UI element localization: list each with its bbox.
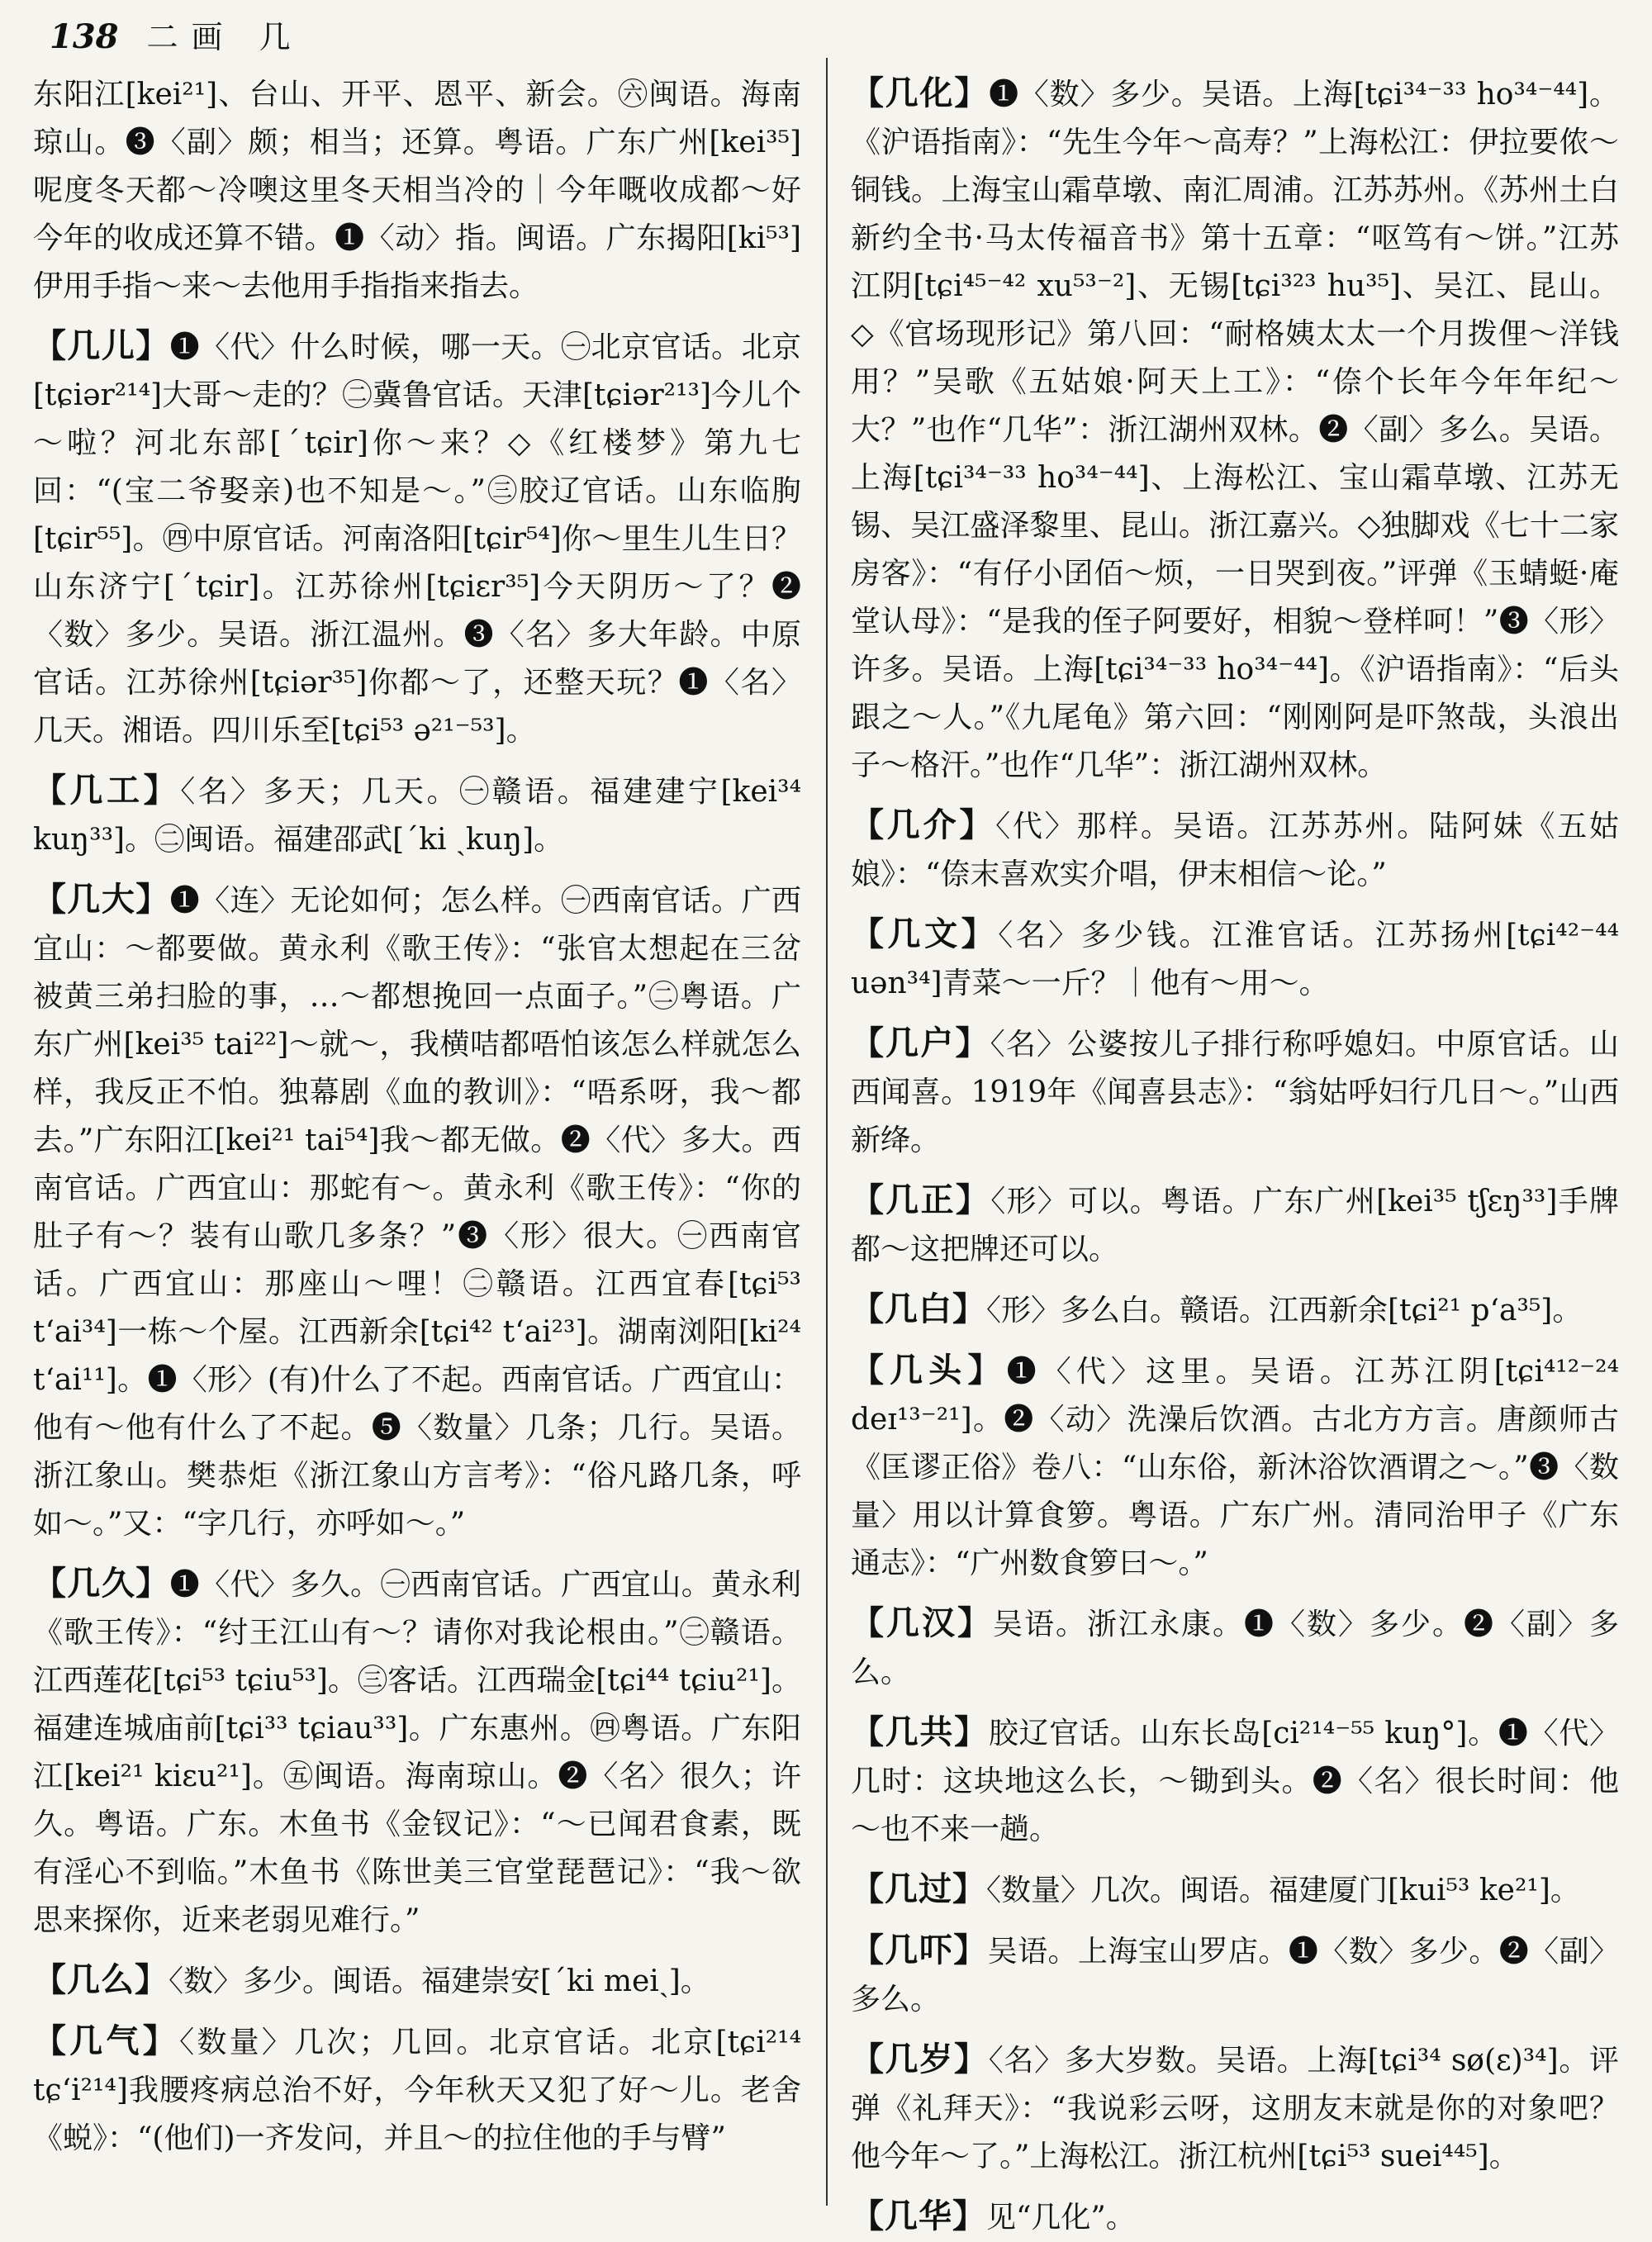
entry-headword: 【几久】 bbox=[33, 1564, 170, 1603]
entry-headword: 【几户】 bbox=[851, 1024, 990, 1062]
entry-definition: 〈名〉多少钱。江淮官话。江苏扬州[tɕi⁴²⁻⁴⁴ uən³⁴]青菜～一斤？｜他有～用～。 bbox=[851, 919, 1619, 1000]
dictionary-entry bbox=[851, 910, 1619, 1008]
dictionary-entry bbox=[33, 2017, 801, 2163]
entry-definition: 吴语。浙江永康。❶〈数〉多少。❷〈副〉多么。 bbox=[851, 1608, 1619, 1689]
dictionary-entry bbox=[851, 801, 1619, 899]
entry-headword: 【几工】 bbox=[33, 771, 181, 810]
dictionary-entry bbox=[851, 1926, 1619, 2024]
page-number: 138 bbox=[50, 17, 119, 56]
dictionary-entry bbox=[851, 1285, 1619, 1335]
dictionary-entry bbox=[33, 322, 801, 755]
left-column bbox=[33, 69, 801, 2214]
page-header bbox=[50, 12, 304, 61]
entry-definition: ❶〈代〉什么时候，哪一天。㊀北京官话。北京[tɕiər²¹⁴]大哥～走的？㊁冀鲁官话。天津[tɕiər²¹³]今儿个～啦？河北东部[ˊtɕir]你～来？◇《红楼梦》第九七回：“(宝二爷娶亲)也不知是～。”㊂胶辽官话。山东临朐[tɕir⁵⁵]。㊃中原官话。河南洛阳[tɕir⁵⁴]你～里生儿生日？山东济宁[ˊtɕir]。江苏徐州[tɕiɛr³⁵]今天阴历～了？❷〈数〉多少。吴语。浙江温州。❸〈名〉多大年龄。中原官话。江苏徐州[tɕiər³⁵]你都～了，还整天玩？❶〈名〉几天。湘语。四川乐至[tɕi⁵³ ə²¹⁻⁵³]。 bbox=[33, 330, 801, 748]
entry-definition: ❶〈数〉多少。吴语。上海[tɕi³⁴⁻³³ ho³⁴⁻⁴⁴]。《沪语指南》：“先生今年～高寿？”上海松江：伊拉要侬～铜钱。上海宝山霜草墩、南汇周浦。江苏苏州。《苏州土白新约全书·马太传福音书》第十五章：“呕笃有～饼。”江苏江阴[tɕi⁴⁵⁻⁴² xu⁵³⁻²]、无锡[tɕi³²³ hu³⁵]、吴江、昆山。◇《官场现形记》第八回：“耐格姨太太一个月拨俚～洋钱用？”吴歌《五姑娘·阿天上工》：“倷个长年今年年纪～大？”也作“几华”：浙江湖州双林。❷〈副〉多么。吴语。上海[tɕi³⁴⁻³³ ho³⁴⁻⁴⁴]、上海松江、宝山霜草墩、江苏无锡、吴江盛泽黎里、昆山。浙江嘉兴。◇独脚戏《七十二家房客》：“有仔小囝佰～烦，一日哭到夜。”评弹《玉蜻蜓·庵堂认母》：“是我的侄子阿要好，相貌～登样呵！”❸〈形〉许多。吴语。上海[tɕi³⁴⁻³³ ho³⁴⁻⁴⁴]。《沪语指南》：“后头跟之～人。”《九尾龟》第六回：“刚刚阿是吓煞哉，头浪出子～格汗。”也作“几华”：浙江湖州双林。 bbox=[851, 78, 1620, 782]
section-label: 二画 几 bbox=[146, 19, 304, 55]
entry-definition: 胶辽官话。山东长岛[ci²¹⁴⁻⁵⁵ kuŋ°]。❶〈代〉几时：这块地这么长，～锄到头。❷〈名〉很长时间：他～也不来一趟。 bbox=[851, 1717, 1620, 1846]
entry-definition: 〈形〉可以。粤语。广东广州[kei³⁵ tʃɛŋ³³]手牌都～这把牌还可以。 bbox=[851, 1185, 1619, 1266]
entry-definition: 吴语。上海宝山罗店。❶〈数〉多少。❷〈副〉多么。 bbox=[851, 1935, 1619, 2016]
entry-definition: 见“几化”。 bbox=[986, 2201, 1136, 2235]
entry-definition: 〈代〉那样。吴语。江苏苏州。陆阿妹《五姑娘》：“倷末喜欢实介唱，伊末相信～论。” bbox=[851, 810, 1619, 891]
entry-headword: 【几吓】 bbox=[851, 1931, 988, 1969]
entry-headword: 【几么】 bbox=[33, 1960, 169, 1999]
dictionary-entry bbox=[851, 1347, 1619, 1588]
dictionary-entry bbox=[33, 767, 801, 864]
entry-headword: 【几大】 bbox=[33, 880, 170, 919]
dictionary-entry bbox=[33, 876, 801, 1548]
entry-definition: 东阳江[kei²¹]、台山、开平、恩平、新会。㊅闽语。海南琼山。❸〈副〉颇；相当；还算。粤语。广东广州[kei³⁵]呢度冬天都～冷噢这里冬天相当冷的｜今年嘅收成都～好今年的收成还算不错。❶〈动〉指。闽语。广东揭阳[ki⁵³]伊用手指～来～去他用手指指来指去。 bbox=[33, 78, 801, 303]
dictionary-entry bbox=[851, 2035, 1619, 2181]
column-divider bbox=[826, 58, 828, 2206]
entry-headword: 【几共】 bbox=[851, 1712, 989, 1751]
entry-definition: 〈名〉多天；几天。㊀赣语。福建建宁[kei³⁴ kuŋ³³]。㊁闽语。福建邵武[ˊki ˏkuŋ]。 bbox=[33, 775, 802, 857]
entry-definition: 〈名〉多大岁数。吴语。上海[tɕi³⁴ sø(ɛ)³⁴]。评弹《礼拜天》：“我说彩云呀，这朋友末就是你的对象吧？他今年～了。”上海松江。浙江杭州[tɕi⁵³ suei⁴⁴⁵]。 bbox=[851, 2044, 1620, 2173]
dictionary-entry bbox=[851, 2192, 1619, 2242]
entry-headword: 【几头】 bbox=[851, 1351, 1007, 1389]
dictionary-entry bbox=[851, 1176, 1619, 1274]
entry-definition: 〈名〉公婆按儿子排行称呼媳妇。中原官话。山西闻喜。1919年《闻喜县志》：“翁姑呼妇行几日～。”山西新绛。 bbox=[851, 1028, 1619, 1157]
dictionary-entry bbox=[33, 1956, 801, 2006]
dictionary-entry bbox=[33, 69, 801, 311]
entry-headword: 【几过】 bbox=[851, 1869, 986, 1908]
entry-definition: ❶〈代〉多久。㊀西南官话。广西宜山。黄永利《歌王传》：“纣王江山有～？请你对我论根由。”㊁赣语。江西莲花[tɕi⁵³ tɕiu⁵³]。㊂客话。江西瑞金[tɕi⁴⁴ tɕiu²¹]。福建连城庙前[tɕi³³ tɕiau³³]。广东惠州。㊃粤语。广东阳江[kei²¹ kiɛu²¹]。㊄闽语。海南琼山。❷〈名〉很久；许久。粤语。广东。木鱼书《金钗记》：“～已闻君食素，既有淫心不到临。”木鱼书《陈世美三官堂琵琶记》：“我～欲思来探你，近来老弱见难行。” bbox=[33, 1568, 801, 1937]
entry-definition: 〈形〉多么白。赣语。江西新余[tɕi²¹ pʻa³⁵]。 bbox=[986, 1294, 1583, 1328]
entry-headword: 【几文】 bbox=[851, 914, 999, 953]
entry-definition: 〈数量〉几次；几回。北京官话。北京[tɕi²¹⁴ tɕʻi²¹⁴]我腰疼病总治不好，今年秋天又犯了好～儿。老舍《蜕》：“(他们)一齐发问，并且～的拉住他的手与臂” bbox=[33, 2026, 802, 2155]
entry-definition: ❶〈代〉这里。吴语。江苏江阴[tɕi⁴¹²⁻²⁴ deɪ¹³⁻²¹]。❷〈动〉洗澡后饮酒。古北方方言。唐颜师古《匡谬正俗》卷八：“山东俗，新沐浴饮酒谓之～。”❸〈数量〉用以计算食箩。粤语。广东广州。清同治甲子《广东通志》：“广州数食箩曰～。” bbox=[851, 1355, 1619, 1580]
dictionary-entry bbox=[851, 69, 1619, 790]
entry-headword: 【几汉】 bbox=[851, 1603, 993, 1642]
entry-headword: 【几介】 bbox=[851, 805, 996, 844]
entry-headword: 【几气】 bbox=[33, 2021, 180, 2060]
dictionary-entry bbox=[851, 1019, 1619, 1165]
entry-headword: 【几岁】 bbox=[851, 2040, 989, 2078]
entry-headword: 【几白】 bbox=[851, 1290, 986, 1328]
entry-headword: 【几化】 bbox=[851, 74, 990, 112]
entry-headword: 【几儿】 bbox=[33, 326, 170, 365]
dictionary-entry bbox=[851, 1708, 1619, 1854]
entry-definition: 〈数量〉几次。闽语。福建厦门[kui⁵³ ke²¹]。 bbox=[986, 1874, 1580, 1907]
entry-definition: ❶〈连〉无论如何；怎么样。㊀西南官话。广西宜山：～都要做。黄永利《歌王传》：“张官太想起在三岔被黄三弟扫脸的事，…～都想挽回一点面子。”㊁粤语。广东广州[kei³⁵ tai²²]～就～，我横咭都唔怕该怎么样就怎么样，我反正不怕。独幕剧《血的教训》：“唔系呀，我～都去。”广东阳江[kei²¹ tai⁵⁴]我～都无做。❷〈代〉多大。西南官话。广西宜山：那蛇有～。黄永利《歌王传》：“你的肚子有～？装有山歌几多条？”❸〈形〉很大。㊀西南官话。广西宜山：那座山～哩！㊁赣语。江西宜春[tɕi⁵³ tʻai³⁴]一栋～个屋。江西新余[tɕi⁴² tʻai²³]。湖南浏阳[ki²⁴ tʻai¹¹]。❶〈形〉(有)什么了不起。西南官话。广西宜山：他有～他有什么了不起。❺〈数量〉几条；几行。吴语。浙江象山。樊恭炬《浙江象山方言考》：“俗凡路几条，呼如～。”又：“字几行，亦呼如～。” bbox=[33, 884, 801, 1541]
dictionary-entry bbox=[851, 1599, 1619, 1697]
entry-headword: 【几正】 bbox=[851, 1180, 991, 1219]
right-column bbox=[851, 69, 1620, 2235]
dictionary-entry bbox=[851, 1865, 1619, 1915]
entry-headword: 【几华】 bbox=[851, 2197, 986, 2235]
dictionary-entry bbox=[33, 1560, 801, 1945]
entry-definition: 〈数〉多少。闽语。福建崇安[ˊki meiˎ]。 bbox=[169, 1964, 710, 1998]
